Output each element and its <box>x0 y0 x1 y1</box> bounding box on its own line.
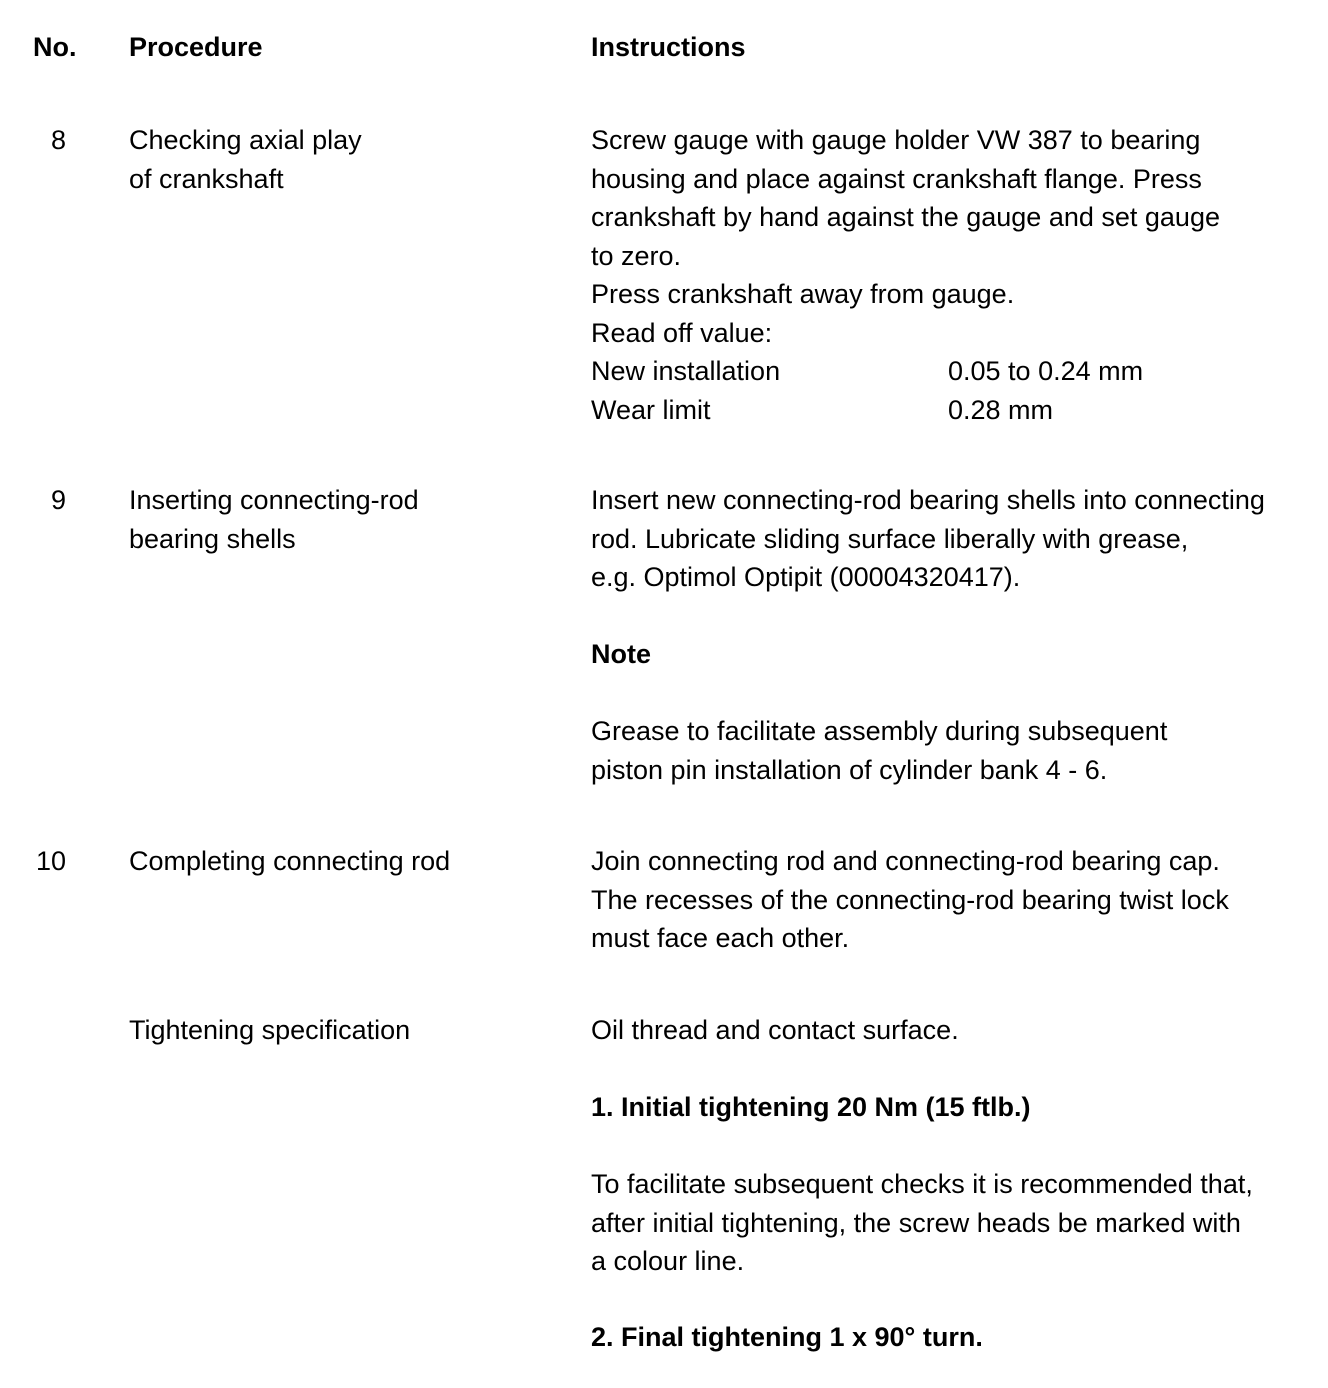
step-instructions <box>591 121 1220 429</box>
instruction-line: must face each other. <box>591 923 850 953</box>
tightening-initial: 1. Initial tightening 20 Nm (15 ftlb.) <box>591 1092 1031 1122</box>
recommendation-line: after initial tightening, the screw heads be marked with <box>591 1207 1241 1238</box>
spec-label: New installation <box>591 356 781 386</box>
instruction-line: to zero. <box>591 240 682 271</box>
instruction-line: rod. Lubricate sliding surface liberally with grease, <box>591 523 1189 554</box>
instruction-line: Join connecting rod and connecting-rod bearing cap. <box>591 846 1220 876</box>
procedure-line: bearing shells <box>129 523 296 554</box>
instruction-line: Screw gauge with gauge holder VW 387 to bearing <box>591 125 1201 155</box>
spec-value: 0.05 to 0.24 mm <box>948 356 1144 386</box>
step-procedure <box>129 121 362 198</box>
spec-label: Wear limit <box>591 394 711 425</box>
note-heading: Note <box>591 639 651 669</box>
step-number: 9 <box>50 485 66 515</box>
note-text <box>591 712 1167 789</box>
instruction-line: housing and place against crankshaft flange. Press <box>591 163 1202 194</box>
step-instructions <box>591 842 1229 958</box>
instruction-line: crankshaft by hand against the gauge and set gauge <box>591 202 1220 232</box>
instruction-line: e.g. Optimol Optipit (00004320417). <box>591 562 1021 592</box>
note-line: Grease to facilitate assembly during subsequent <box>591 716 1168 746</box>
step-instructions <box>591 481 1265 597</box>
instruction-line: Press crankshaft away from gauge. <box>591 279 1015 309</box>
instruction-line: The recesses of the connecting-rod bearing twist lock <box>591 884 1229 915</box>
step-number: 10 <box>35 846 66 876</box>
procedure-line: of crankshaft <box>129 163 284 194</box>
tightening-final: 2. Final tightening 1 x 90° turn. <box>591 1322 983 1352</box>
procedure-line: Inserting connecting-rod <box>129 485 419 515</box>
header-instructions: Instructions <box>591 32 746 62</box>
spec-value: 0.28 mm <box>948 394 1054 425</box>
instruction-line: Insert new connecting-rod bearing shells into connecting <box>591 485 1265 515</box>
procedure-line: Completing connecting rod <box>129 846 451 876</box>
header-procedure: Procedure <box>129 32 263 62</box>
step-procedure <box>129 481 419 558</box>
step-procedure <box>129 842 450 881</box>
spec-row-wear-limit <box>591 391 1220 430</box>
procedure-line: Checking axial play <box>129 125 362 155</box>
spec-row-new-installation <box>591 352 1220 391</box>
recommendation-line: To facilitate subsequent checks it is recommended that, <box>591 1169 1253 1199</box>
tightening-oil: Oil thread and contact surface. <box>591 1015 959 1045</box>
instruction-line: Read off value: <box>591 317 773 348</box>
tightening-recommendation <box>591 1165 1253 1281</box>
header-no: No. <box>33 32 77 62</box>
recommendation-line: a colour line. <box>591 1246 745 1276</box>
note-line: piston pin installation of cylinder bank 4 - 6. <box>591 754 1108 785</box>
tightening-procedure: Tightening specification <box>129 1015 411 1045</box>
step-number: 8 <box>50 125 66 155</box>
